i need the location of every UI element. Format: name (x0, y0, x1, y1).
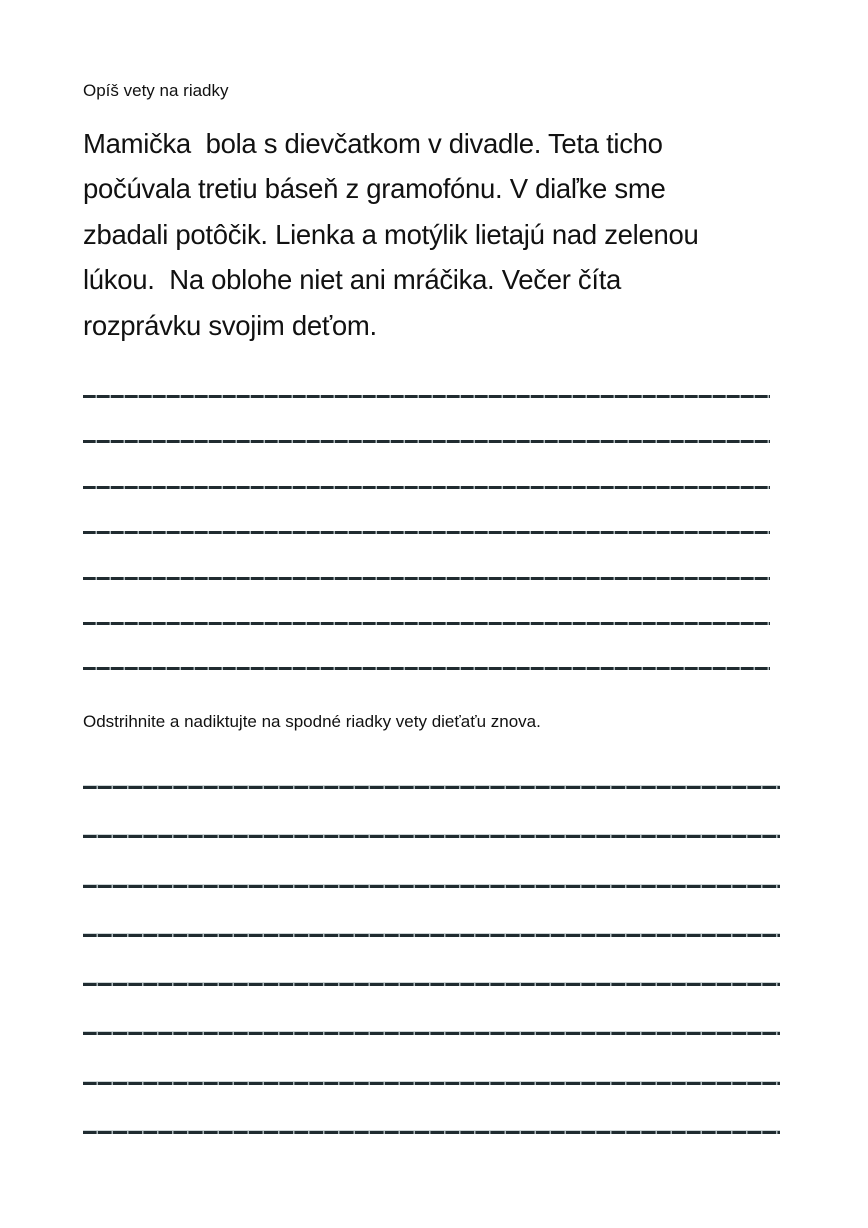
copy-lines-section (83, 395, 770, 670)
writing-line (83, 983, 780, 986)
writing-line (83, 1032, 780, 1035)
writing-line (83, 835, 780, 838)
cut-instruction: Odstrihnite a nadiktujte na spodné riadky vety dieťaťu znova. (83, 712, 541, 731)
worksheet-title: Opíš vety na riadky (83, 81, 229, 100)
writing-line (83, 440, 770, 443)
paragraph-line: zbadali potôčik. Lienka a motýlik lietajú nad zelenou (83, 218, 699, 250)
writing-line (83, 486, 770, 489)
writing-line (83, 1082, 780, 1085)
paragraph-line: lúkou. Na oblohe niet ani mráčika. Večer číta (83, 264, 622, 296)
exercise-paragraph (83, 121, 803, 348)
writing-line (83, 667, 770, 670)
writing-line (83, 622, 770, 625)
writing-line (83, 395, 770, 398)
paragraph-line: počúvala tretiu báseň z gramofónu. V diaľke sme (83, 173, 666, 205)
dictation-lines-section (83, 786, 780, 1134)
writing-line (83, 885, 780, 888)
writing-line (83, 786, 780, 789)
writing-line (83, 531, 770, 534)
writing-line (83, 1131, 780, 1134)
paragraph-line: rozprávku svojim deťom. (83, 309, 377, 341)
writing-line (83, 577, 770, 580)
paragraph-line: Mamička bola s dievčatkom v divadle. Teta ticho (83, 128, 663, 159)
writing-line (83, 934, 780, 937)
